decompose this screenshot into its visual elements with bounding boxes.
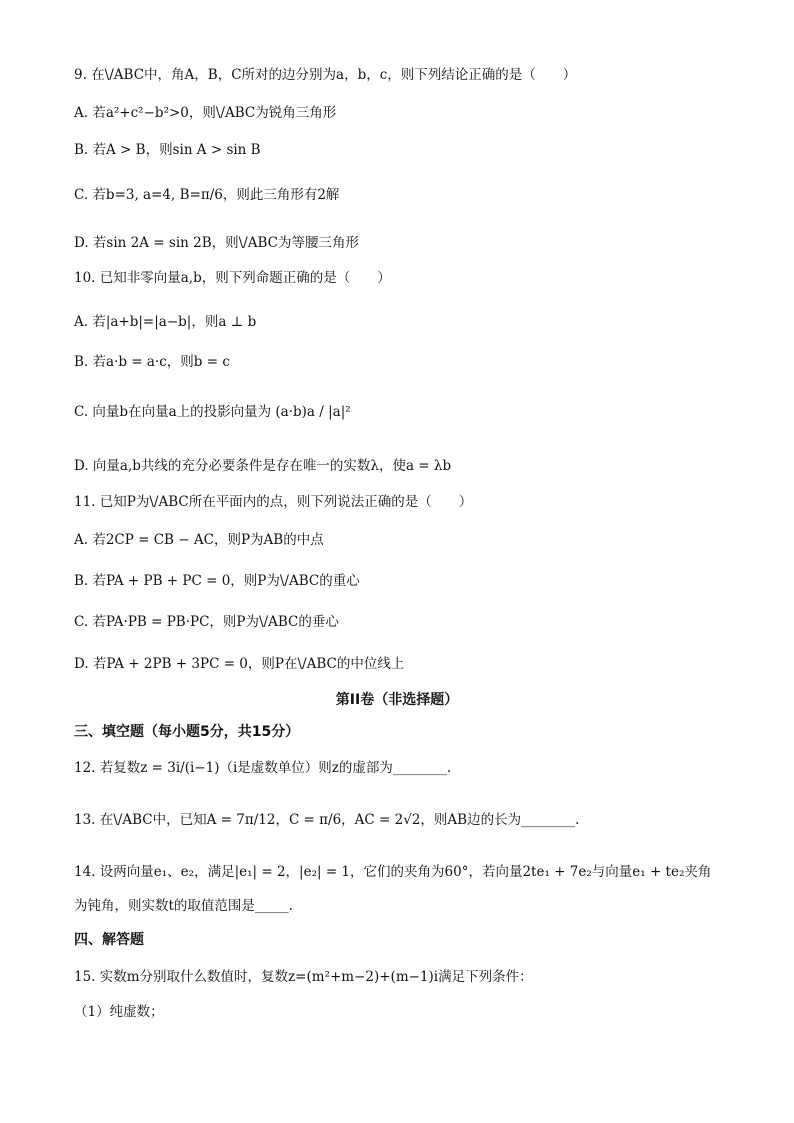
section-four-title: 四、解答题	[74, 932, 144, 948]
question-11-option-d: D. 若PA + 2PB + 3PC = 0，则P在\/ABC的中位线上	[74, 656, 405, 672]
question-14: 14. 设两向量e₁、e₂，满足|e₁| = 2，|e₂| = 1，它们的夹角为60°，若向量2te₁ + 7e₂与向量e₁ + te₂夹角为钝角，则实数t的取值范围是_____.	[74, 864, 712, 914]
question-9-option-d: D. 若sin 2A = sin 2B，则\/ABC为等腰三角形	[74, 235, 359, 251]
question-11-option-b: B. 若PA + PB + PC = 0，则P为\/ABC的重心	[74, 573, 360, 589]
question-10-option-d: D. 向量a,b共线的充分必要条件是存在唯一的实数λ，使a = λb	[74, 458, 452, 474]
question-9-option-c: C. 若b=3, a=4, B=π/6，则此三角形有2解	[74, 187, 340, 203]
question-15-stem: 15. 实数m分别取什么数值时，复数z=(m²+m−2)+(m−1)i满足下列条件：	[74, 969, 533, 985]
question-11-stem: 11. 已知P为\/ABC所在平面内的点，则下列说法正确的是（ ）	[74, 494, 473, 510]
question-10-stem: 10. 已知非零向量a,b，则下列命题正确的是（ ）	[74, 270, 391, 286]
question-10-option-a: A. 若|a+b|=|a−b|，则a ⊥ b	[74, 314, 257, 330]
question-9-stem: 9. 在\/ABC中，角A，B，C所对的边分别为a，b，c，则下列结论正确的是（ ）	[74, 67, 577, 83]
part-two-title: 第II卷（非选择题）	[335, 692, 459, 708]
question-11-option-c: C. 若PA·PB = PB·PC，则P为\/ABC的垂心	[74, 614, 339, 630]
section-three-title: 三、填空题（每小题5分，共15分）	[74, 724, 300, 740]
question-15-part-1: （1）纯虚数；	[74, 1004, 164, 1020]
question-11-option-a: A. 若2CP = CB − AC，则P为AB的中点	[74, 532, 324, 548]
question-13: 13. 在\/ABC中，已知A = 7π/12，C = π/6，AC = 2√2，则AB边的长为________.	[74, 812, 580, 828]
question-10-option-b: B. 若a·b = a·c，则b = c	[74, 354, 230, 370]
question-9-option-a: A. 若a²+c²−b²>0，则\/ABC为锐角三角形	[74, 105, 337, 121]
question-12: 12. 若复数z = 3i/(i−1)（i是虚数单位）则z的虚部为________.	[74, 760, 452, 776]
question-9-option-b: B. 若A > B，则sin A > sin B	[74, 142, 261, 158]
question-10-option-c: C. 向量b在向量a上的投影向量为 (a·b)a / |a|²	[74, 404, 351, 420]
